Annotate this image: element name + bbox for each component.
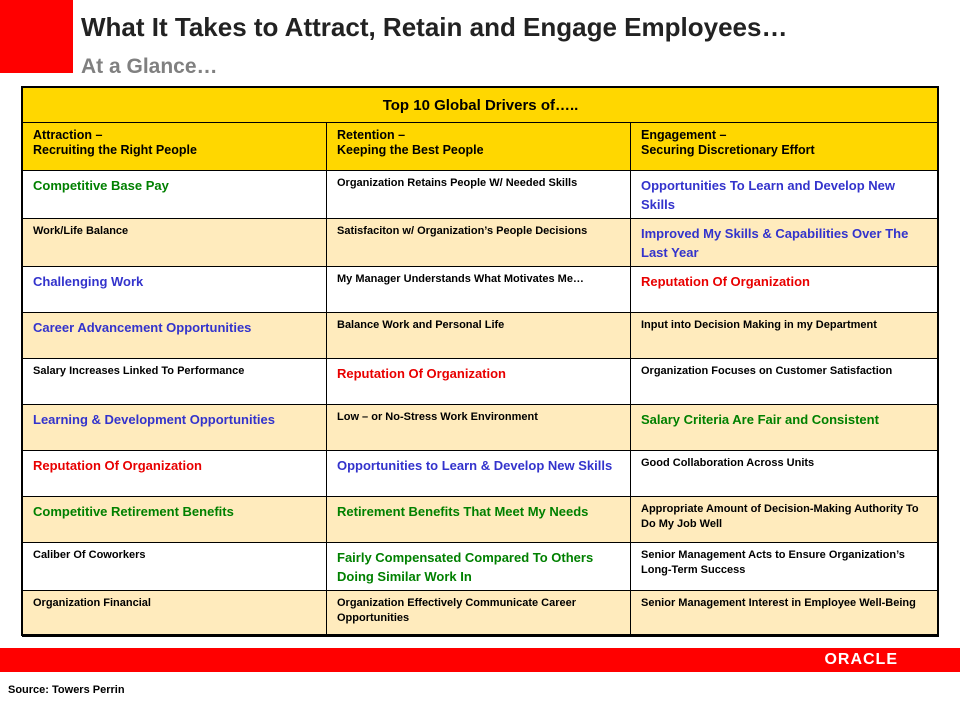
table-row	[23, 591, 939, 637]
driver-cell-retention	[327, 497, 631, 543]
table-row	[23, 219, 939, 267]
column-header-line1: Attraction –	[33, 128, 103, 142]
driver-cell-retention	[327, 219, 631, 267]
driver-cell-attraction	[23, 267, 327, 313]
driver-text: Learning & Development Opportunities	[33, 412, 275, 427]
column-header-line2: Keeping the Best People	[337, 143, 484, 157]
driver-cell-engagement	[631, 267, 939, 313]
driver-text: Salary Criteria Are Fair and Consistent	[641, 412, 879, 427]
table-row	[23, 543, 939, 591]
driver-text: Input into Decision Making in my Department	[641, 319, 877, 331]
driver-cell-attraction	[23, 451, 327, 497]
driver-text: Challenging Work	[33, 274, 144, 289]
column-header-engagement	[631, 123, 939, 171]
driver-cell-attraction	[23, 405, 327, 451]
table-row	[23, 405, 939, 451]
driver-cell-attraction	[23, 313, 327, 359]
driver-text: Reputation Of Organization	[33, 458, 202, 473]
driver-cell-retention	[327, 171, 631, 219]
driver-cell-engagement	[631, 591, 939, 637]
driver-text: Appropriate Amount of Decision-Making Authority To Do My Job Well	[641, 503, 919, 530]
driver-text: Opportunities to Learn & Develop New Skills	[337, 458, 613, 473]
driver-text: Reputation Of Organization	[641, 274, 810, 289]
driver-cell-engagement	[631, 405, 939, 451]
column-header-line2: Recruiting the Right People	[33, 143, 197, 157]
table-row	[23, 451, 939, 497]
driver-cell-attraction	[23, 219, 327, 267]
driver-text: Competitive Base Pay	[33, 178, 169, 193]
driver-cell-retention	[327, 359, 631, 405]
driver-text: Satisfaciton w/ Organization’s People Decisions	[337, 225, 588, 237]
driver-cell-retention	[327, 313, 631, 359]
driver-text: My Manager Understands What Motivates Me…	[337, 273, 584, 285]
table-header: Top 10 Global Drivers of…..	[23, 88, 939, 123]
table-row	[23, 359, 939, 405]
driver-cell-engagement	[631, 543, 939, 591]
table-row	[23, 497, 939, 543]
column-header-retention	[327, 123, 631, 171]
driver-text: Good Collaboration Across Units	[641, 457, 815, 469]
driver-text: Reputation Of Organization	[337, 366, 506, 381]
driver-cell-engagement	[631, 451, 939, 497]
driver-cell-attraction	[23, 591, 327, 637]
driver-text: Organization Effectively Communicate Career Opportunities	[337, 597, 577, 624]
driver-cell-retention	[327, 451, 631, 497]
driver-text: Senior Management Interest in Employee Well-Being	[641, 597, 916, 609]
driver-cell-retention	[327, 267, 631, 313]
driver-text: Salary Increases Linked To Performance	[33, 365, 245, 377]
driver-cell-engagement	[631, 219, 939, 267]
driver-text: Competitive Retirement Benefits	[33, 504, 234, 519]
driver-cell-retention	[327, 543, 631, 591]
driver-text: Low – or No-Stress Work Environment	[337, 411, 538, 423]
driver-cell-engagement	[631, 359, 939, 405]
driver-text: Fairly Compensated Compared To Others Doing Similar Work In	[337, 550, 594, 584]
table-row	[23, 313, 939, 359]
driver-cell-attraction	[23, 171, 327, 219]
table-body	[23, 171, 939, 637]
driver-cell-engagement	[631, 171, 939, 219]
driver-text: Caliber Of Coworkers	[33, 549, 146, 561]
driver-cell-engagement	[631, 313, 939, 359]
table-row	[23, 171, 939, 219]
source-note: Source: Towers Perrin	[8, 684, 125, 696]
driver-text: Organization Retains People W/ Needed Skills	[337, 177, 578, 189]
slide-subtitle: At a Glance…	[81, 55, 218, 78]
slide-title: What It Takes to Attract, Retain and Engage Employees…	[81, 12, 788, 42]
driver-text: Career Advancement Opportunities	[33, 320, 252, 335]
driver-cell-attraction	[23, 543, 327, 591]
column-header-line1: Retention –	[337, 128, 406, 142]
column-header-attraction	[23, 123, 327, 171]
table-row	[23, 267, 939, 313]
driver-cell-retention	[327, 591, 631, 637]
oracle-logo: ORACLE	[824, 651, 898, 668]
driver-cell-attraction	[23, 497, 327, 543]
driver-text: Work/Life Balance	[33, 225, 129, 237]
driver-text: Senior Management Acts to Ensure Organization’s Long-Term Success	[641, 549, 905, 576]
driver-text: Organization Financial	[33, 597, 151, 609]
driver-text: Retirement Benefits That Meet My Needs	[337, 504, 589, 519]
drivers-table	[22, 87, 939, 637]
driver-text: Organization Focuses on Customer Satisfaction	[641, 365, 893, 377]
driver-text: Balance Work and Personal Life	[337, 319, 505, 331]
driver-text: Improved My Skills & Capabilities Over The Last Year	[641, 226, 909, 260]
driver-cell-engagement	[631, 497, 939, 543]
driver-cell-retention	[327, 405, 631, 451]
corner-accent	[0, 0, 73, 73]
driver-cell-attraction	[23, 359, 327, 405]
footer-bar	[0, 648, 960, 672]
column-header-line1: Engagement –	[641, 128, 727, 142]
column-header-line2: Securing Discretionary Effort	[641, 143, 815, 157]
driver-text: Opportunities To Learn and Develop New Skills	[641, 178, 896, 212]
